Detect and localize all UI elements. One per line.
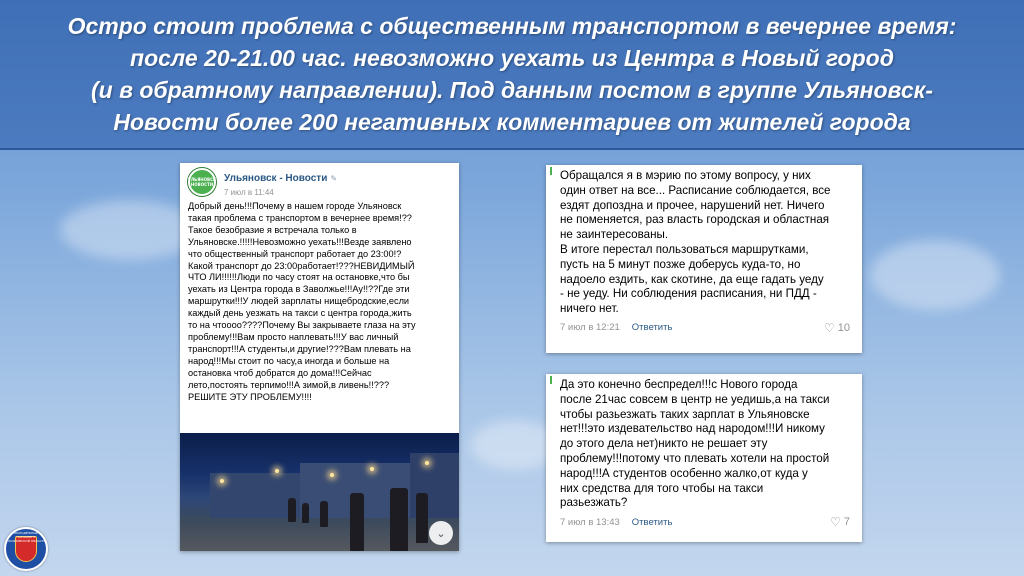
- group-logo: УЛЬЯНОВСК НОВОСТИ: [187, 177, 217, 187]
- comment-card: [546, 374, 862, 542]
- pin-icon: ✎: [330, 174, 338, 183]
- slide-title: Остро стоит проблема с общественным транспортом в вечернее время: после 20-21.00 час. невозможно уехать из Центра в Новый город (и в обратному направлении). Под данным постом в группе Ульяновск- Новости более 200 негативных комментариев от жителей города: [67, 13, 957, 135]
- vk-post-card: [180, 163, 459, 551]
- street-light: [275, 469, 279, 473]
- person-silhouette: [302, 503, 309, 523]
- sky-cloud: [60, 200, 200, 260]
- post-date[interactable]: 7 июл в 11:44: [224, 188, 274, 197]
- slide-header: [0, 0, 1024, 150]
- like-button[interactable]: [830, 515, 850, 529]
- sky-cloud: [870, 240, 1000, 310]
- post-meta: [224, 168, 337, 197]
- like-count: 10: [837, 321, 850, 334]
- comment-marker-icon: [550, 167, 554, 175]
- person-silhouette: [390, 488, 408, 551]
- group-name-link[interactable]: Ульяновск - Новости: [224, 173, 328, 184]
- post-photo[interactable]: [180, 433, 459, 551]
- comment-marker-icon: [550, 376, 554, 384]
- comment-footer: [560, 321, 850, 335]
- comment-card: [546, 165, 862, 353]
- person-silhouette: [350, 493, 364, 551]
- emblem-caption: МОЛОДЁЖНЫЙ ПАРЛАМЕНТ УЛЬЯНОВСКОЙ ОБЛАСТИ: [6, 531, 46, 543]
- street-light: [370, 467, 374, 471]
- chevron-down-icon[interactable]: ⌄: [429, 521, 453, 545]
- street-light: [425, 461, 429, 465]
- comment-text: Да это конечно беспредел!!!с Нового города после 21час совсем в центр не уедишь,а на такси чтобы разьезжать таких зарплат в Ульяновске нет!!!это издевательство над народом!!!И никому до этого дела нет)никто не решает эту проблему!!!потому что плевать хотели на простой народ!!!А студентов особенно жалко,от куда у них средства для того чтобы на такси разьезжать?: [560, 378, 830, 510]
- reply-button[interactable]: Ответить: [631, 322, 673, 334]
- youth-parliament-emblem: [4, 527, 48, 571]
- street-light: [220, 479, 224, 483]
- reply-button[interactable]: Ответить: [631, 516, 673, 528]
- like-count: 7: [843, 516, 850, 529]
- heart-icon: ♡: [830, 515, 841, 530]
- comment-date[interactable]: 7 июл в 12:21: [560, 322, 620, 334]
- street-light: [330, 473, 334, 477]
- person-silhouette: [320, 501, 328, 527]
- group-avatar[interactable]: [188, 168, 216, 196]
- person-silhouette: [416, 493, 428, 543]
- comment-footer: [560, 515, 850, 529]
- comment-date[interactable]: 7 июл в 13:43: [560, 516, 620, 528]
- post-text: Добрый день!!!Почему в нашем городе Ульяновск такая проблема с транспортом в вечернее время!?? Такое безобразие я встречала только в Ульяновске.!!!!!Невозможно уехать!!!Везде заявлено что общественный транспорт работает до 23:00!? Какой транспорт до 23:00работает!???НЕВИДИМЫЙ ЧТО ЛИ!!!!!!Люди по часу стоят на остановке,что бы уехать из Центра города в Заволжье!!!Ау!!??Где эти маршрутки!!!У людей зарплаты нищебродские,если каждый день уезжать на такси с центра города,жить то на чтоооо????Почему Вы закрываете глаза на эту проблему!!!Вам просто наплевать!!!У вас личный транспорт!!!А студенты,и другие!???Вам плевать на народ!!!Мы стоит по часу,а иногда и больше на остановка чтоб добратся до дома!!!Сейчас лето,постоять терпимо!!!А зимой,в ливень!!??? РЕШИТЕ ЭТУ ПРОБЛЕМУ!!!!: [188, 201, 416, 402]
- like-button[interactable]: [824, 321, 850, 335]
- post-header: [180, 163, 459, 197]
- person-silhouette: [288, 498, 296, 522]
- heart-icon: ♡: [823, 320, 835, 335]
- comment-text: Обращался я в мэрию по этому вопросу, у них один ответ на все... Расписание соблюдается, все ездят допоздна и прочее, нарушений нет. Ничего не поменяется, раз власть городская и областная не заинтересованы. В итоге перестал пользоваться маршрутками, пусть на 5 минут позже доберусь куда-то, но надоело ездить, как скотине, да еще гадать уеду - не уеду. Ни соблюдения расписания, ни ПДД - ничего нет.: [560, 169, 831, 316]
